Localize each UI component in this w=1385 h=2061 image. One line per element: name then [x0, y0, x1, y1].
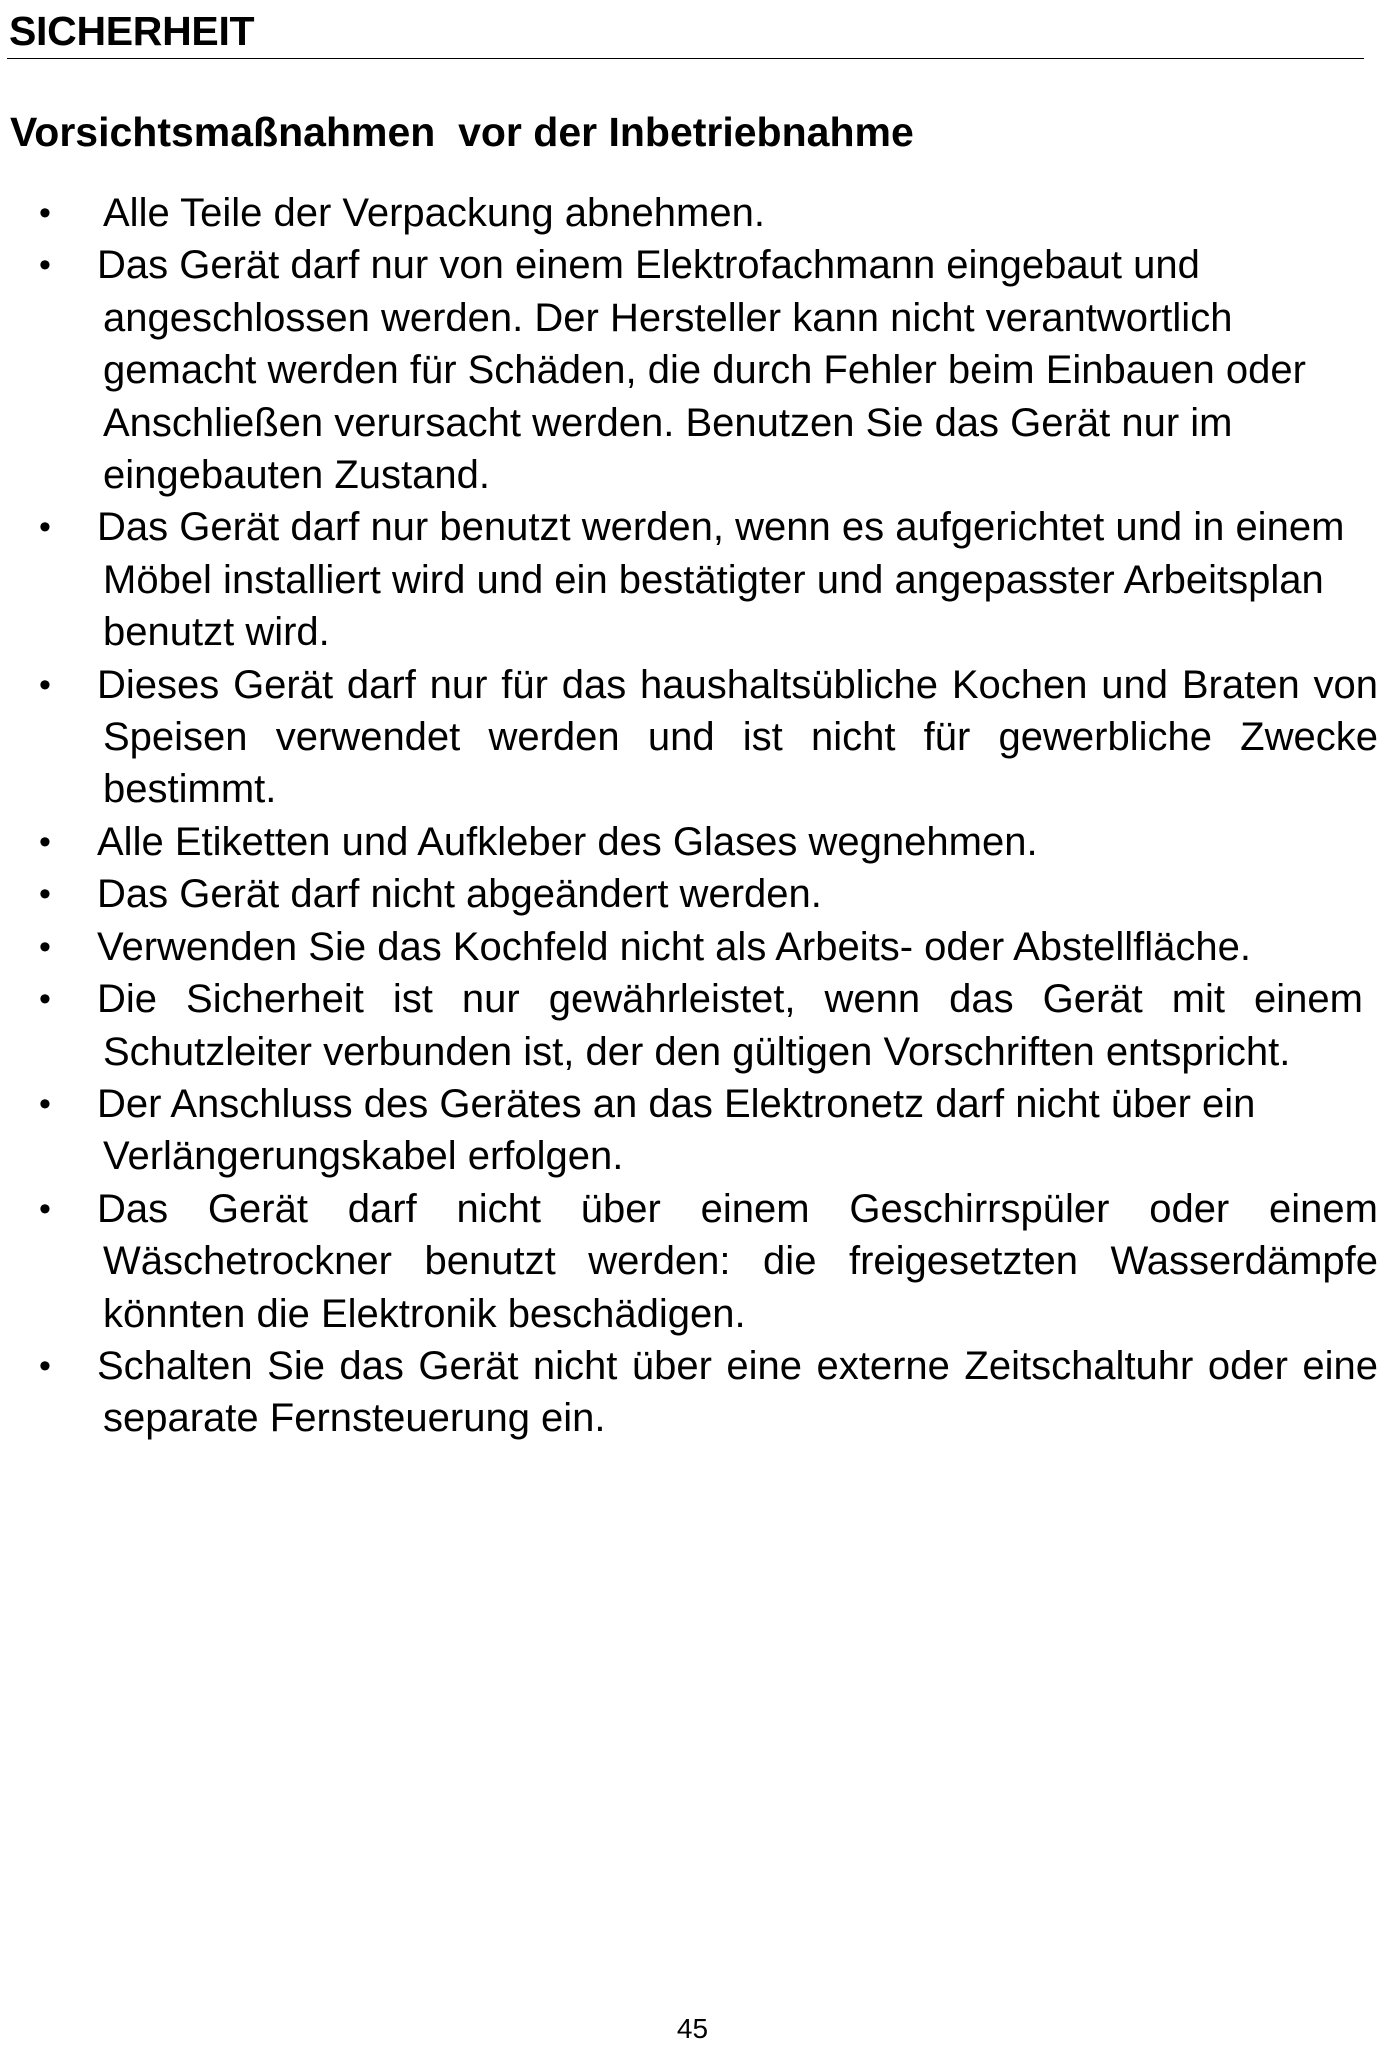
list-item	[0, 187, 1378, 239]
list-item	[0, 868, 1378, 920]
list-item	[0, 1078, 1378, 1183]
bullet-dot-icon: •	[39, 665, 51, 704]
list-item-text: Alle Teile der Verpackung abnehmen.	[103, 191, 765, 235]
list-item	[0, 816, 1378, 868]
bullet-dot-icon: •	[39, 508, 51, 547]
bullet-dot-icon: •	[39, 246, 51, 285]
list-item	[0, 659, 1378, 816]
list-item-text: Die Sicherheit ist nur gewährleistet, wenn das Gerät mit einem Schutzleiter verbunden ist, der den gültigen Vorschriften entspricht.	[97, 977, 1363, 1074]
bullet-dot-icon: •	[39, 980, 51, 1019]
bullet-dot-icon: •	[39, 822, 51, 861]
list-item-text: Dieses Gerät darf nur für das haushaltsübliche Kochen und Braten von Speisen verwendet werden und ist nicht für gewerbliche Zwecke bestimmt.	[97, 662, 1378, 812]
list-item	[0, 501, 1378, 658]
subsection-title: Vorsichtsmaßnahmen vor der Inbetriebnahme	[10, 109, 914, 155]
list-item-text: Das Gerät darf nur von einem Elektrofachmann eingebaut und angeschlossen werden. Der Hersteller kann nicht verantwortlich gemacht werden für Schäden, die durch Fehler beim Einbauen oder Anschließen verursacht werden. Benutzen Sie das Gerät nur im eingebauten Zustand.	[97, 243, 1306, 498]
page-header	[7, 4, 1364, 59]
list-item-text: Das Gerät darf nicht abgeändert werden.	[97, 872, 822, 917]
precautions-list	[0, 187, 1385, 1445]
list-item-text: Der Anschluss des Gerätes an das Elektronetz darf nicht über ein Verlängerungskabel erfolgen.	[97, 1081, 1256, 1179]
bullet-dot-icon: •	[39, 927, 51, 966]
list-item	[0, 1340, 1378, 1445]
section-title: SICHERHEIT	[9, 8, 255, 54]
bullet-dot-icon: •	[39, 1189, 51, 1228]
bullet-dot-icon: •	[39, 875, 51, 914]
list-item	[0, 921, 1378, 973]
list-item-text: Alle Etiketten und Aufkleber des Glases wegnehmen.	[97, 819, 1038, 864]
list-item	[0, 1183, 1378, 1340]
list-item-text: Das Gerät darf nicht über einem Geschirrspüler oder einem Wäschetrockner benutzt werden: die freigesetzten Wasserdämpfe könnten die Elektronik beschädigen.	[97, 1186, 1378, 1336]
list-item-text: Schalten Sie das Gerät nicht über eine externe Zeitschaltuhr oder eine separate Fernsteuerung ein.	[97, 1343, 1378, 1441]
bullet-dot-icon: •	[39, 1346, 51, 1385]
list-item	[0, 239, 1378, 501]
list-item-text: Verwenden Sie das Kochfeld nicht als Arbeits- oder Abstellfläche.	[97, 924, 1252, 969]
bullet-dot-icon: •	[39, 194, 51, 232]
list-item-text: Das Gerät darf nur benutzt werden, wenn es aufgerichtet und in einem Möbel installiert wird und ein bestätigter und angepasster Arbeitsplan benutzt wird.	[97, 505, 1345, 655]
bullet-dot-icon: •	[39, 1084, 51, 1123]
list-item	[0, 973, 1378, 1078]
page-number: 45	[676, 2013, 709, 2044]
